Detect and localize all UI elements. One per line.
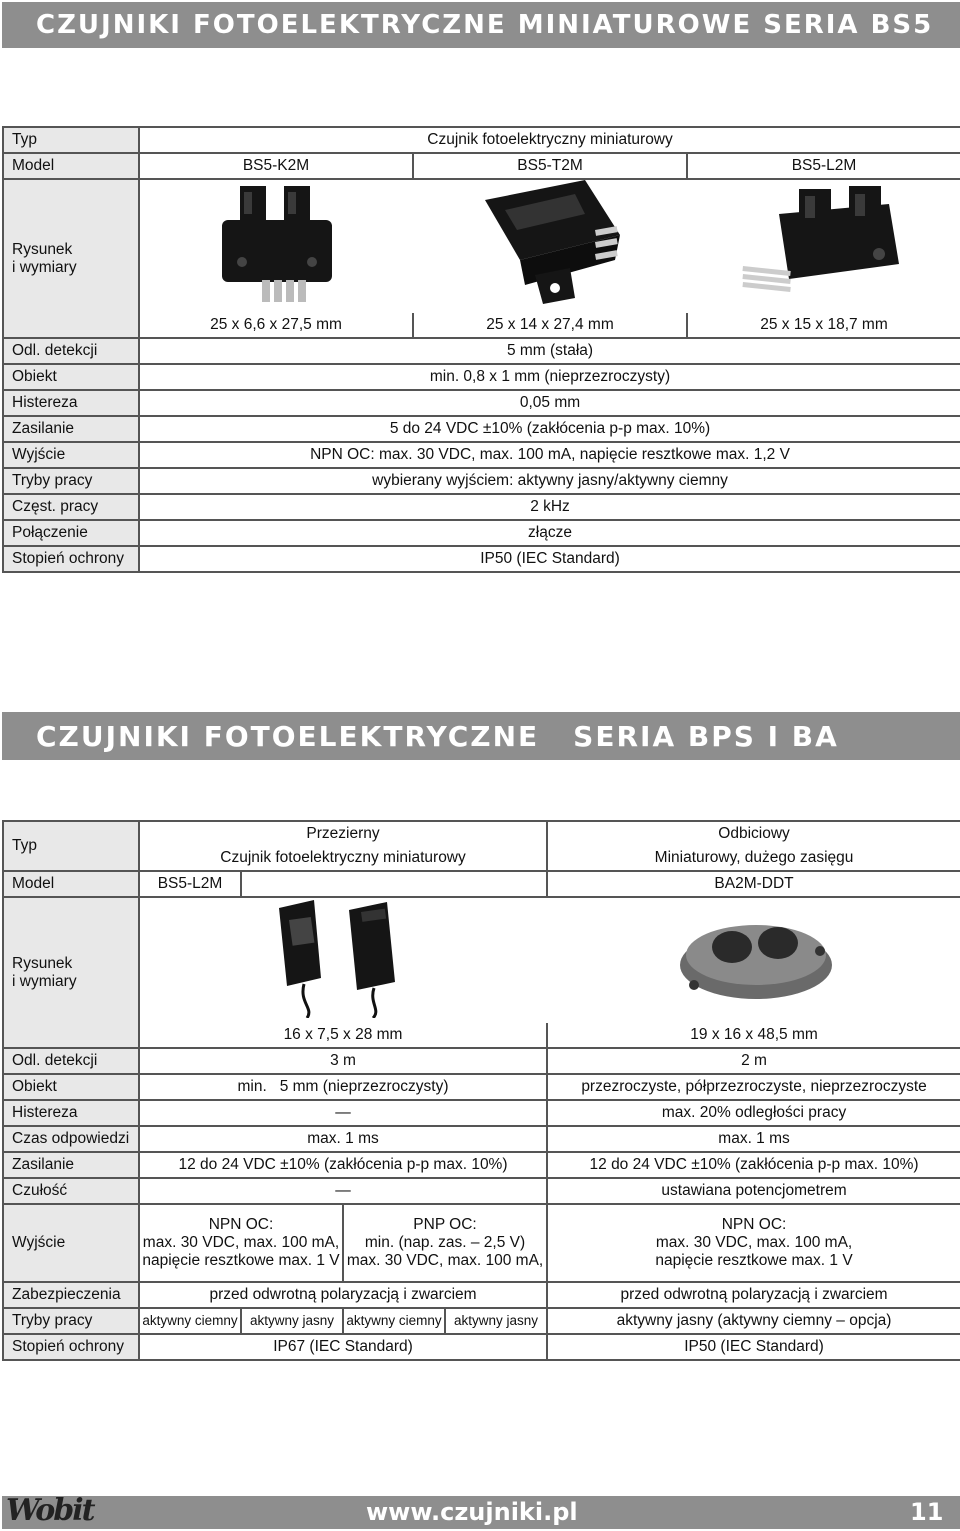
obiekt-label: Obiekt: [3, 1074, 139, 1100]
tryby-label: Tryby pracy: [3, 1308, 139, 1334]
obiekt-right: przezroczyste, półprzezroczyste, nieprzezroczyste: [547, 1074, 960, 1100]
odl-right: 2 m: [547, 1048, 960, 1074]
dim-right: 19 x 16 x 48,5 mm: [547, 1023, 960, 1048]
bs5-t2m-sensor-image: [475, 180, 625, 308]
ip-right: IP50 (IEC Standard): [547, 1334, 960, 1360]
table-row: [3, 442, 960, 468]
table-row: [3, 520, 960, 546]
model-label: Model: [3, 153, 139, 179]
drawing-label-line1: Rysunek: [12, 954, 73, 972]
footer-url[interactable]: www.czujniki.pl: [366, 1498, 578, 1526]
table-row: [3, 416, 960, 442]
czas-left: max. 1 ms: [139, 1126, 547, 1152]
table-row: [3, 338, 960, 364]
zabezpieczenia-left: przed odwrotną polaryzacją i zwarciem: [139, 1282, 547, 1308]
section2-title-part2: SERIA BPS I BA: [573, 719, 839, 753]
histereza-left: —: [139, 1100, 547, 1126]
table-row: [3, 1100, 960, 1126]
image-cell: [413, 179, 687, 313]
odl-value: 5 mm (stała): [139, 338, 960, 364]
tryby-left-4: aktywny jasny: [445, 1308, 547, 1334]
tryby-left-3: aktywny ciemny: [343, 1308, 445, 1334]
bs5-spec-table: [2, 126, 960, 573]
typ-right-2: Miniaturowy, dużego zasięgu: [547, 846, 960, 871]
drawing-label-line1: Rysunek: [12, 240, 73, 258]
section1-title: CZUJNIKI FOTOELEKTRYCZNE MINIATUROWE SERIA BS5: [36, 10, 934, 40]
typ-left-2: Czujnik fotoelektryczny miniaturowy: [139, 846, 547, 871]
typ-right-1: Odbiciowy: [547, 821, 960, 846]
wyjscie-npn-line1: NPN OC:: [208, 1216, 274, 1233]
czulosc-left: —: [139, 1178, 547, 1204]
table-row: [3, 1126, 960, 1152]
table-row: [3, 897, 960, 1023]
wyjscie-label: Wyjście: [3, 442, 139, 468]
wyjscie-pnp-line3: max. 30 VDC, max. 100 mA,: [346, 1252, 544, 1269]
model-bs5-l2m: BS5-L2M: [687, 153, 960, 179]
odl-left: 3 m: [139, 1048, 547, 1074]
table-row: [3, 1023, 960, 1048]
wyjscie-pnp-line1: PNP OC:: [413, 1216, 477, 1233]
zabezpieczenia-right: przed odwrotną polaryzacją i zwarciem: [547, 1282, 960, 1308]
wyjscie-npn-line3: napięcie resztkowe max. 1 V: [142, 1252, 340, 1269]
model-bs5-t2m: BS5-T2M: [413, 153, 687, 179]
table-row: [3, 1334, 960, 1360]
page-number: 11: [910, 1498, 944, 1526]
polaczenie-value: złącze: [139, 520, 960, 546]
table-row: [3, 546, 960, 572]
drawing-label-line2: i wymiary: [12, 258, 77, 276]
model-label: Model: [3, 871, 139, 897]
czas-label: Czas odpowiedzi: [3, 1126, 139, 1152]
section2-title-banner: [2, 712, 960, 760]
table-row: [3, 1282, 960, 1308]
histereza-label: Histereza: [3, 1100, 139, 1126]
table-row: [3, 364, 960, 390]
zasilanie-left: 12 do 24 VDC ±10% (zakłócenia p-p max. 10%): [139, 1152, 547, 1178]
tryby-value: wybierany wyjściem: aktywny jasny/aktywny ciemny: [139, 468, 960, 494]
table-row: [3, 153, 960, 179]
tryby-right: aktywny jasny (aktywny ciemny – opcja): [547, 1308, 960, 1334]
drawing-label: [3, 179, 139, 338]
model-bs5-k2m: BS5-K2M: [139, 153, 413, 179]
bs5-l2m-sensor-image: [739, 184, 909, 304]
bps-through-beam-sensor-image: [269, 898, 419, 1018]
obiekt-value: min. 0,8 x 1 mm (nieprzezroczysty): [139, 364, 960, 390]
polaczenie-label: Połączenie: [3, 520, 139, 546]
table-row: [3, 1074, 960, 1100]
tryby-label: Tryby pracy: [3, 468, 139, 494]
histereza-right: max. 20% odległości pracy: [547, 1100, 960, 1126]
histereza-value: 0,05 mm: [139, 390, 960, 416]
tryby-left-1: aktywny ciemny: [139, 1308, 241, 1334]
zasilanie-right: 12 do 24 VDC ±10% (zakłócenia p-p max. 10%): [547, 1152, 960, 1178]
dim-left: 16 x 7,5 x 28 mm: [139, 1023, 547, 1048]
wyjscie-right-line3: napięcie resztkowe max. 1 V: [655, 1252, 853, 1269]
odl-label: Odl. detekcji: [3, 338, 139, 364]
dim-bs5-k2m: 25 x 6,6 x 27,5 mm: [139, 313, 413, 338]
table-row: [3, 846, 960, 871]
image-cell: [139, 179, 413, 313]
table-row: [3, 127, 960, 153]
drawing-label-line2: i wymiary: [12, 972, 77, 990]
image-cell: [139, 897, 547, 1023]
ba2m-ddt-reflective-sensor-image: [674, 903, 834, 1013]
section2-title-part1: CZUJNIKI FOTOELEKTRYCZNE: [36, 719, 540, 753]
ip-label: Stopień ochrony: [3, 1334, 139, 1360]
zasilanie-value: 5 do 24 VDC ±10% (zakłócenia p-p max. 10%): [139, 416, 960, 442]
table-row: [3, 1308, 960, 1334]
czest-label: Częst. pracy: [3, 494, 139, 520]
zasilanie-label: Zasilanie: [3, 1152, 139, 1178]
czulosc-right: ustawiana potencjometrem: [547, 1178, 960, 1204]
wyjscie-value: NPN OC: max. 30 VDC, max. 100 mA, napięcie resztkowe max. 1,2 V: [139, 442, 960, 468]
image-cell: [547, 897, 960, 1023]
wyjscie-npn: [139, 1204, 343, 1282]
table-row: [3, 313, 960, 338]
table-row: [3, 1048, 960, 1074]
wyjscie-pnp-line2: min. (nap. zas. – 2,5 V): [364, 1234, 526, 1251]
dim-bs5-t2m: 25 x 14 x 27,4 mm: [413, 313, 687, 338]
wyjscie-right: [547, 1204, 960, 1282]
wyjscie-npn-line2: max. 30 VDC, max. 100 mA,: [142, 1234, 340, 1251]
zasilanie-label: Zasilanie: [3, 416, 139, 442]
table-row: [3, 179, 960, 313]
typ-left-1: Przezierny: [139, 821, 547, 846]
obiekt-label: Obiekt: [3, 364, 139, 390]
histereza-label: Histereza: [3, 390, 139, 416]
section1-title-banner: [2, 2, 960, 48]
table-row: [3, 1178, 960, 1204]
table-row: [3, 821, 960, 846]
table-row: [3, 494, 960, 520]
wyjscie-right-line1: NPN OC:: [721, 1216, 787, 1233]
model-left: BS5-L2M: [139, 871, 241, 897]
ip-left: IP67 (IEC Standard): [139, 1334, 547, 1360]
typ-label: Typ: [3, 127, 139, 153]
wyjscie-label: Wyjście: [3, 1204, 139, 1282]
table-row: [3, 390, 960, 416]
odl-label: Odl. detekcji: [3, 1048, 139, 1074]
table-row: [3, 1152, 960, 1178]
ip-label: Stopień ochrony: [3, 546, 139, 572]
table-row: [3, 1204, 960, 1282]
bps-ba-spec-table: [2, 820, 960, 1361]
obiekt-left: min. 5 mm (nieprzezroczysty): [139, 1074, 547, 1100]
table-row: [3, 468, 960, 494]
tryby-left-2: aktywny jasny: [241, 1308, 343, 1334]
image-cell: [687, 179, 960, 313]
table-row: [3, 871, 960, 897]
czas-right: max. 1 ms: [547, 1126, 960, 1152]
czest-value: 2 kHz: [139, 494, 960, 520]
model-left-empty: [241, 871, 547, 897]
typ-value: Czujnik fotoelektryczny miniaturowy: [139, 127, 960, 153]
drawing-label: [3, 897, 139, 1048]
czulosc-label: Czułość: [3, 1178, 139, 1204]
model-right: BA2M-DDT: [547, 871, 960, 897]
bs5-k2m-sensor-image: [212, 180, 342, 308]
typ-label: Typ: [3, 821, 139, 871]
ip-value: IP50 (IEC Standard): [139, 546, 960, 572]
wyjscie-pnp: [343, 1204, 547, 1282]
wyjscie-right-line2: max. 30 VDC, max. 100 mA,: [655, 1234, 853, 1251]
dim-bs5-l2m: 25 x 15 x 18,7 mm: [687, 313, 960, 338]
wobit-logo: Wobit: [6, 1493, 94, 1528]
zabezpieczenia-label: Zabezpieczenia: [3, 1282, 139, 1308]
